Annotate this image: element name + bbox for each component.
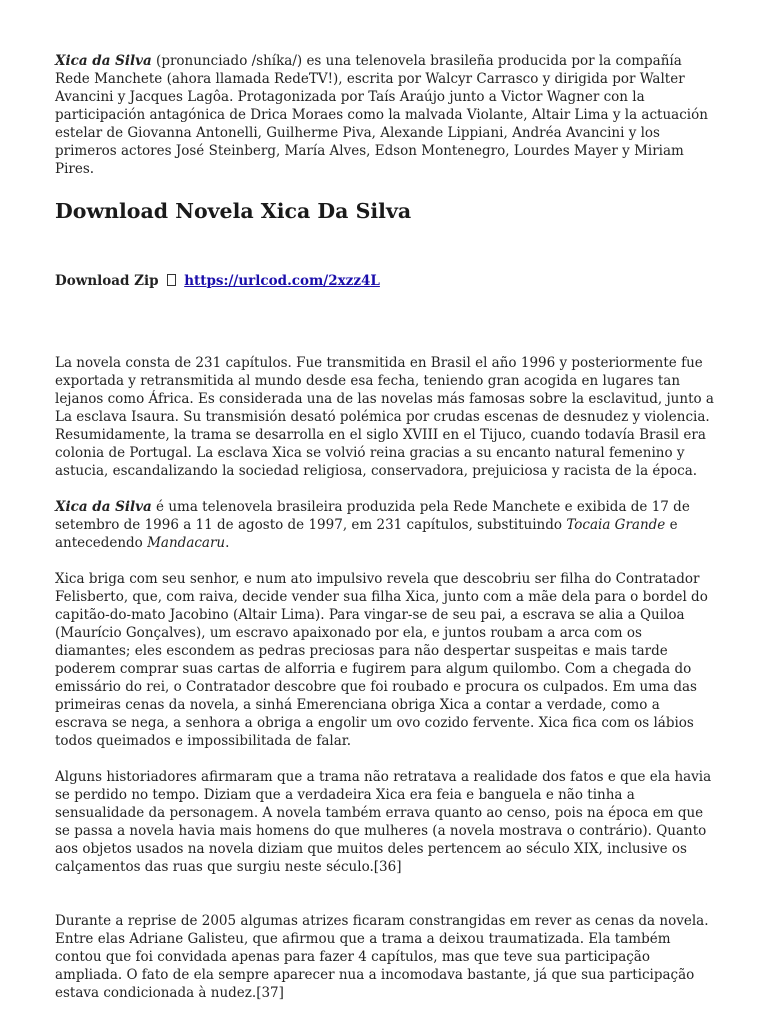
download-label: Download Zip [55,273,159,289]
intro-text: (pronunciado /shíka/) es una telenovela brasileña producida por la compañía Rede Manchete (ahora llamada RedeTV!), escrita por Walcyr Carrasco y dirigida por Walter Avancini y Jacques Lagôa. Protagonizada por Taís Araújo junto a Victor Wagner con la participación antagónica de Drica Moraes como la malvada Violante, Altair Lima y la actuación estelar de Giovanna Antonelli, Guilherme Piva, Alexande Lippiani, Andréa Avancini y los primeros actores José Steinberg, María Alves, Edson Montenegro, Lourdes Mayer y Miriam Pires. [55,53,708,177]
pt-text-c: . [225,535,230,551]
plot-paragraph: Xica briga com seu senhor, e num ato impulsivo revela que descobriu ser filha do Contratador Felisberto, que, com raiva, decide vender sua filha Xica, junto com a mãe dela para o bordel do capitão-do-mato Jacobino (Altair Lima). Para vingar-se de seu pai, a escrava se alia a Quiloa (Maurício Gonçalves), um escravo apaixonado por ela, e juntos roubam a arca com os diamantes; eles escondem as pedras preciosas para não despertar suspeitas e mais tarde poderem comprar suas cartas de alforria e fugirem para algum quilombo. Com a chegada do emissário do rei, o Contratador descobre que foi roubado e procura os culpados. Em uma das primeiras cenas da novela, a sinhá Emerenciana obriga Xica a contar a verdade, como a escrava se nega, a senhora a obriga a engolir um ovo cozido fervente. Xica fica com os lábios todos queimados e impossibilitada de falar. [55,571,708,749]
missing-glyph-icon [167,274,176,286]
pt-text-a: é uma telenovela brasileira produzida pela Rede Manchete e exibida de 17 de setembro de 1996 a 11 de agosto de 1997, em 231 capítulos, substituindo [55,499,690,533]
article-body [55,52,715,1002]
intro-subject: Xica da Silva [55,53,152,69]
reprise-paragraph: Durante a reprise de 2005 algumas atrizes ficaram constrangidas em rever as cenas da novela. Entre elas Adriane Galisteu, que afirmou que a trama a deixou traumatizada. Ela também contou que foi convidada apenas para fazer 4 capítulos, mas que teve sua participação ampliada. O fato de ela sempre aparecer nua a incomodava bastante, já que sua participação estava condicionada à nudez.[37] [55,913,709,1001]
page-title: Download Novela Xica Da Silva [55,199,412,223]
pt-subject: Xica da Silva [55,499,152,515]
download-link[interactable]: https://urlcod.com/2xzz4L [184,273,380,289]
pt-title-b: Mandacaru [147,535,226,551]
pt-title-a: Tocaia Grande [566,517,666,533]
historians-paragraph: Alguns historiadores afirmaram que a trama não retratava a realidade dos fatos e que ela havia se perdido no tempo. Diziam que a verdadeira Xica era feia e banguela e não tinha a sensualidade da personagem. A novela também errava quanto ao censo, pois na época em que se passa a novela havia mais homens do que mulheres (a novela mostrava o contrário). Quanto aos objetos usados na novela diziam que muitos deles pertencem ao século XIX, inclusive os calçamentos das ruas que surgiu neste século.[36] [55,769,712,875]
portuguese-intro-paragraph [55,498,715,552]
intro-paragraph [55,52,715,178]
download-line [55,272,715,290]
pt-text-b: e antecedendo [55,517,678,551]
spanish-summary-paragraph: La novela consta de 231 capítulos. Fue transmitida en Brasil el año 1996 y posteriormente fue exportada y retransmitida al mundo desde esa fecha, teniendo gran acogida en lugares tan lejanos como África. Es considerada una de las novelas más famosas sobre la esclavitud, junto a La esclava Isaura. Su transmisión desató polémica por crudas escenas de desnudez y violencia. Resumidamente, la trama se desarrolla en el siglo XVIII en el Tijuco, cuando todavía Brasil era colonia de Portugal. La esclava Xica se volvió reina gracias a su encanto natural femenino y astucia, escandalizando la sociedad religiosa, conservadora, prejuiciosa y racista de la época. [55,355,714,479]
